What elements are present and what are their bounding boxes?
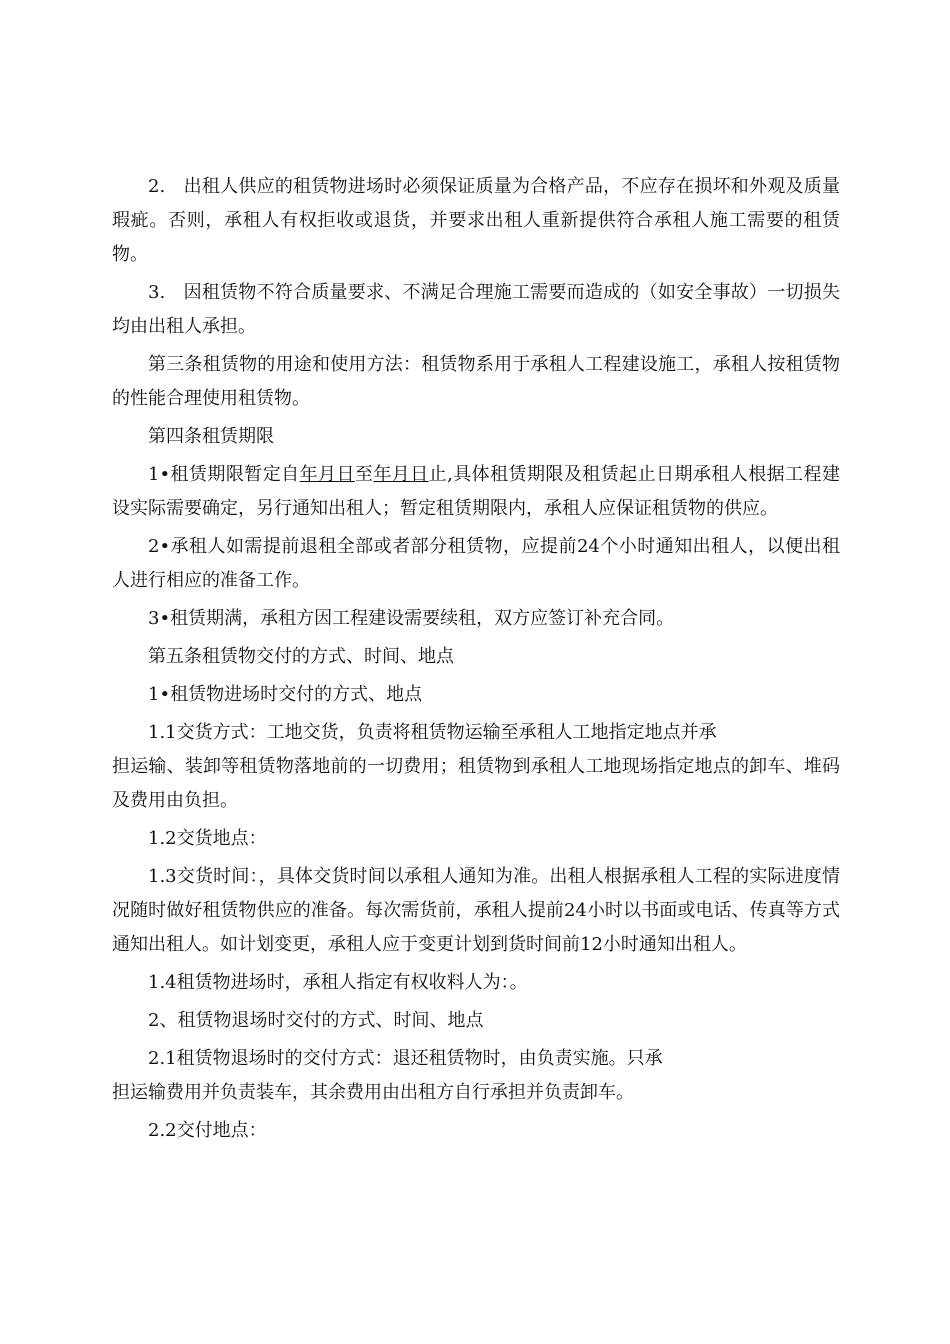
paragraph-return-method-line2: 担运输费用并负责装车，其余费用由出租方自行承担并负责卸车。	[112, 1082, 634, 1103]
paragraph-delivery-time: 1.3交货时间：，具体交货时间以承租人通知为准。出租人根据承租人工程的实际进度情况随时做好租赁物供应的准备。每次需货前，承租人提前24小时以书面或电话、传真等方式通知出租人。如计划变更，承租人应于变更计划到货时间前12小时通知出租人。	[112, 866, 840, 955]
heading-article-5-delivery: 第五条租赁物交付的方式、时间、地点	[148, 646, 454, 667]
paragraph-entry-delivery-heading: 1•租赁物进场时交付的方式、地点	[148, 684, 423, 705]
paragraph-lease-term-dates	[112, 458, 840, 526]
paragraph-delivery-method-line1: 1.1交货方式：工地交货，负责将租赁物运输至承租人工地指定地点并承	[148, 722, 717, 743]
paragraph-article-3-usage: 第三条租赁物的用途和使用方法：租赁物系用于承租人工程建设施工，承租人按租赁物的性能合理使用租赁物。	[112, 354, 840, 409]
lease-term-prefix: 1•租赁期限暂定自	[148, 464, 300, 485]
paragraph-exit-delivery-heading: 2、租赁物退场时交付的方式、时间、地点	[148, 1010, 484, 1031]
paragraph-return-location: 2.2交付地点：	[148, 1120, 267, 1141]
lease-term-suffix: 止,具体租赁期限及租赁起止日期承租人根据工程建设实际需要确定，另行通知出租人；暂定租赁期限内，承租人应保证租赁物的供应。	[112, 464, 840, 519]
lease-start-date-blank: 年月日	[299, 464, 355, 485]
paragraph-delivery-location: 1.2交货地点：	[148, 828, 267, 849]
paragraph-loss-liability: 3. 因租赁物不符合质量要求、不满足合理施工需要而造成的（如安全事故）一切损失均由出租人承担。	[112, 282, 840, 337]
lease-term-mid: 至	[354, 464, 374, 485]
paragraph-delivery-method-line2: 担运输、装卸等租赁物落地前的一切费用；租赁物到承租人工地现场指定地点的卸车、堆码及费用由负担。	[112, 756, 840, 811]
heading-article-4-lease-term: 第四条租赁期限	[148, 426, 274, 447]
lease-end-date-blank: 年月日	[373, 464, 429, 485]
paragraph-quality-requirement: 2. 出租人供应的租赁物进场时必须保证质量为合格产品，不应存在损坏和外观及质量瑕疵。否则，承租人有权拒收或退货，并要求出租人重新提供符合承租人施工需要的租赁物。	[112, 176, 840, 265]
paragraph-early-return: 2•承租人如需提前退租全部或者部分租赁物，应提前24个小时通知出租人，以便出租人进行相应的准备工作。	[112, 536, 840, 591]
paragraph-renewal: 3•租赁期满，承租方因工程建设需要续租，双方应签订补充合同。	[148, 608, 675, 629]
paragraph-return-method-line1: 2.1租赁物退场时的交付方式：退还租赁物时，由负责实施。只承	[148, 1048, 663, 1069]
document-body	[112, 170, 840, 1148]
paragraph-receiver: 1.4租赁物进场时，承租人指定有权收料人为：。	[148, 972, 528, 993]
